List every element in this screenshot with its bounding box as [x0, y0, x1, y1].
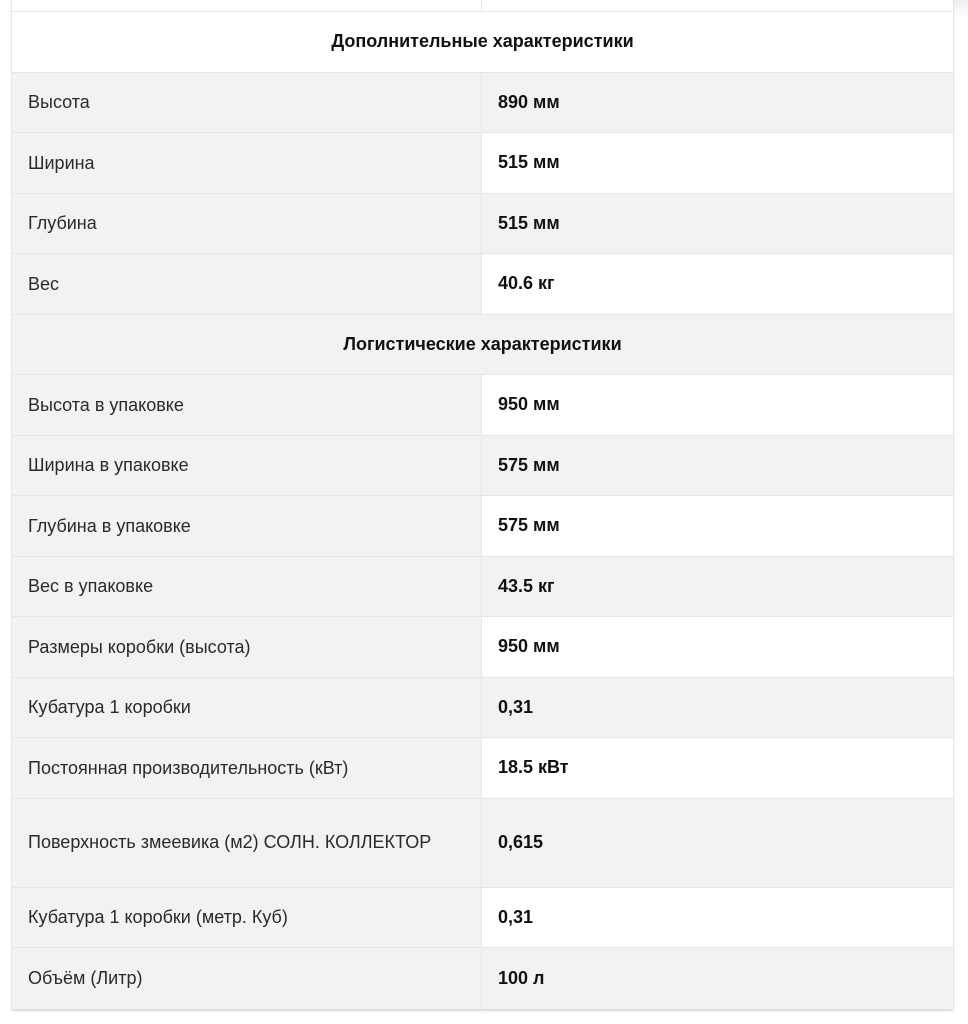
table-row	[12, 73, 953, 134]
spec-label: Ширина в упаковке	[12, 436, 482, 496]
spec-value: 0,31	[498, 906, 534, 927]
table-row	[12, 948, 953, 1009]
spec-value: 950 мм	[498, 636, 560, 657]
spec-label: Глубина в упаковке	[12, 496, 482, 556]
table-row	[12, 738, 953, 799]
spec-label: Постоянная производительность (кВт)	[12, 738, 482, 798]
spec-value: 0,615	[498, 832, 544, 852]
specifications-table	[11, 0, 954, 1011]
table-row	[12, 557, 953, 618]
table-row	[12, 888, 953, 949]
spec-label: Кубатура 1 коробки	[12, 678, 482, 738]
spec-label: Высота в упаковке	[12, 375, 482, 435]
table-previous-row-stub	[12, 0, 953, 12]
spec-value: 950 мм	[498, 394, 560, 415]
spec-value: 890 мм	[498, 91, 560, 112]
spec-value: 100 л	[498, 967, 545, 988]
spec-value: 43.5 кг	[498, 575, 555, 596]
spec-label: Объём (Литр)	[12, 948, 482, 1009]
spec-label: Размеры коробки (высота)	[12, 617, 482, 677]
spec-label: Поверхность змеевика (м2) СОЛН. КОЛЛЕКТОР	[12, 799, 482, 887]
spec-label: Высота	[12, 73, 482, 133]
spec-value: 18.5 кВт	[498, 757, 569, 778]
table-row	[12, 194, 953, 255]
spec-value: 575 мм	[498, 454, 560, 475]
spec-value: 0,31	[498, 696, 534, 717]
table-row	[12, 133, 953, 194]
spec-value: 515 мм	[498, 212, 560, 233]
spec-label: Ширина	[12, 133, 482, 193]
table-row	[12, 617, 953, 678]
table-row	[12, 375, 953, 436]
table-row	[12, 254, 953, 315]
spec-value: 575 мм	[498, 515, 560, 536]
spec-label: Вес в упаковке	[12, 557, 482, 617]
table-row	[12, 678, 953, 739]
table-row	[12, 496, 953, 557]
section-header-logistics: Логистические характеристики	[12, 315, 953, 376]
spec-label: Кубатура 1 коробки (метр. Куб)	[12, 888, 482, 948]
spec-label: Глубина	[12, 194, 482, 254]
spec-value: 40.6 кг	[498, 273, 555, 294]
spec-value: 515 мм	[498, 152, 560, 173]
spec-label: Вес	[12, 254, 482, 314]
section-header-additional: Дополнительные характеристики	[12, 12, 953, 73]
table-row	[12, 799, 953, 888]
table-row	[12, 436, 953, 497]
